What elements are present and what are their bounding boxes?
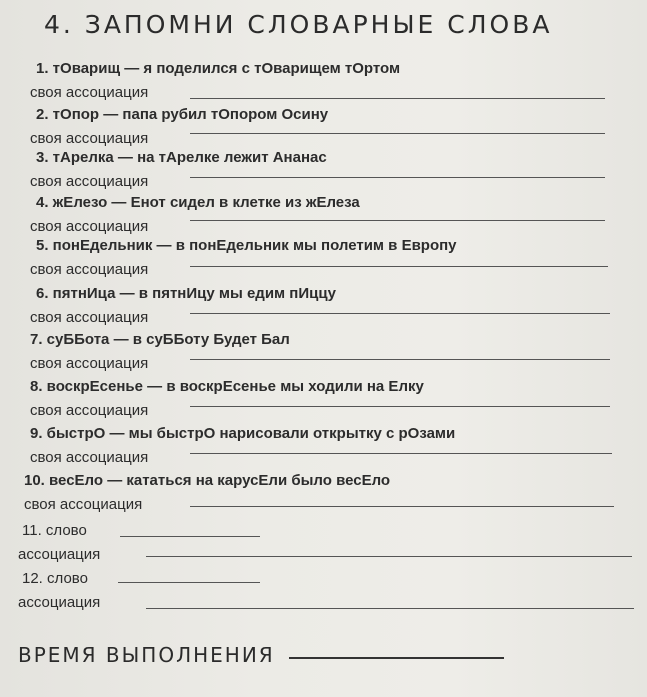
word-blank[interactable] [118,582,260,583]
association-label: своя ассоциация [30,449,149,466]
word-line: 11. слово [22,522,87,539]
word-line: 12. слово [22,570,88,587]
answer-line[interactable] [190,133,605,134]
association-label: ассоциация [18,546,101,563]
answer-line[interactable] [190,453,612,454]
answer-line[interactable] [190,359,610,360]
word-line: 2. тОпор — папа рубил тОпором Осину [36,106,329,123]
association-label: своя ассоциация [30,173,149,190]
answer-line[interactable] [190,177,605,178]
completion-time-line[interactable] [289,657,504,659]
answer-line[interactable] [190,313,610,314]
association-label: своя ассоциация [30,355,149,372]
answer-line[interactable] [146,556,632,557]
association-label: своя ассоциация [30,84,149,101]
completion-time-label: ВРЕМЯ ВЫПОЛНЕНИЯ [18,643,275,667]
answer-line[interactable] [146,608,634,609]
answer-line[interactable] [190,406,610,407]
answer-line[interactable] [190,506,614,507]
word-line: 10. весЕло — кататься на карусЕли было весЕло [24,472,391,489]
association-label: ассоциация [18,594,101,611]
word-blank[interactable] [120,536,260,537]
word-line: 6. пятнИца — в пятнИцу мы едим пИццу [36,285,336,302]
association-label: своя ассоциация [30,309,149,326]
word-line: 7. суББота — в суББоту Будет Бал [30,331,290,348]
answer-line[interactable] [190,266,608,267]
word-line: 8. воскрЕсенье — в воскрЕсенье мы ходили на Елку [30,378,424,395]
association-label: своя ассоциация [30,218,149,235]
answer-line[interactable] [190,220,605,221]
word-line: 5. понЕдельник — в понЕдельник мы полетим в Европу [36,237,457,254]
page-title: 4. ЗАПОМНИ СЛОВАРНЫЕ СЛОВА [44,10,553,39]
association-label: своя ассоциация [30,402,149,419]
answer-line[interactable] [190,98,605,99]
association-label: своя ассоциация [24,496,143,513]
word-line: 3. тАрелка — на тАрелке лежит Ананас [36,149,327,166]
association-label: своя ассоциация [30,130,149,147]
word-line: 9. быстрО — мы быстрО нарисовали открытку с рОзами [30,425,456,442]
association-label: своя ассоциация [30,261,149,278]
word-line: 1. тОварищ — я поделился с тОварищем тОртом [36,60,401,77]
word-line: 4. жЕлезо — Енот сидел в клетке из жЕлеза [36,194,360,211]
